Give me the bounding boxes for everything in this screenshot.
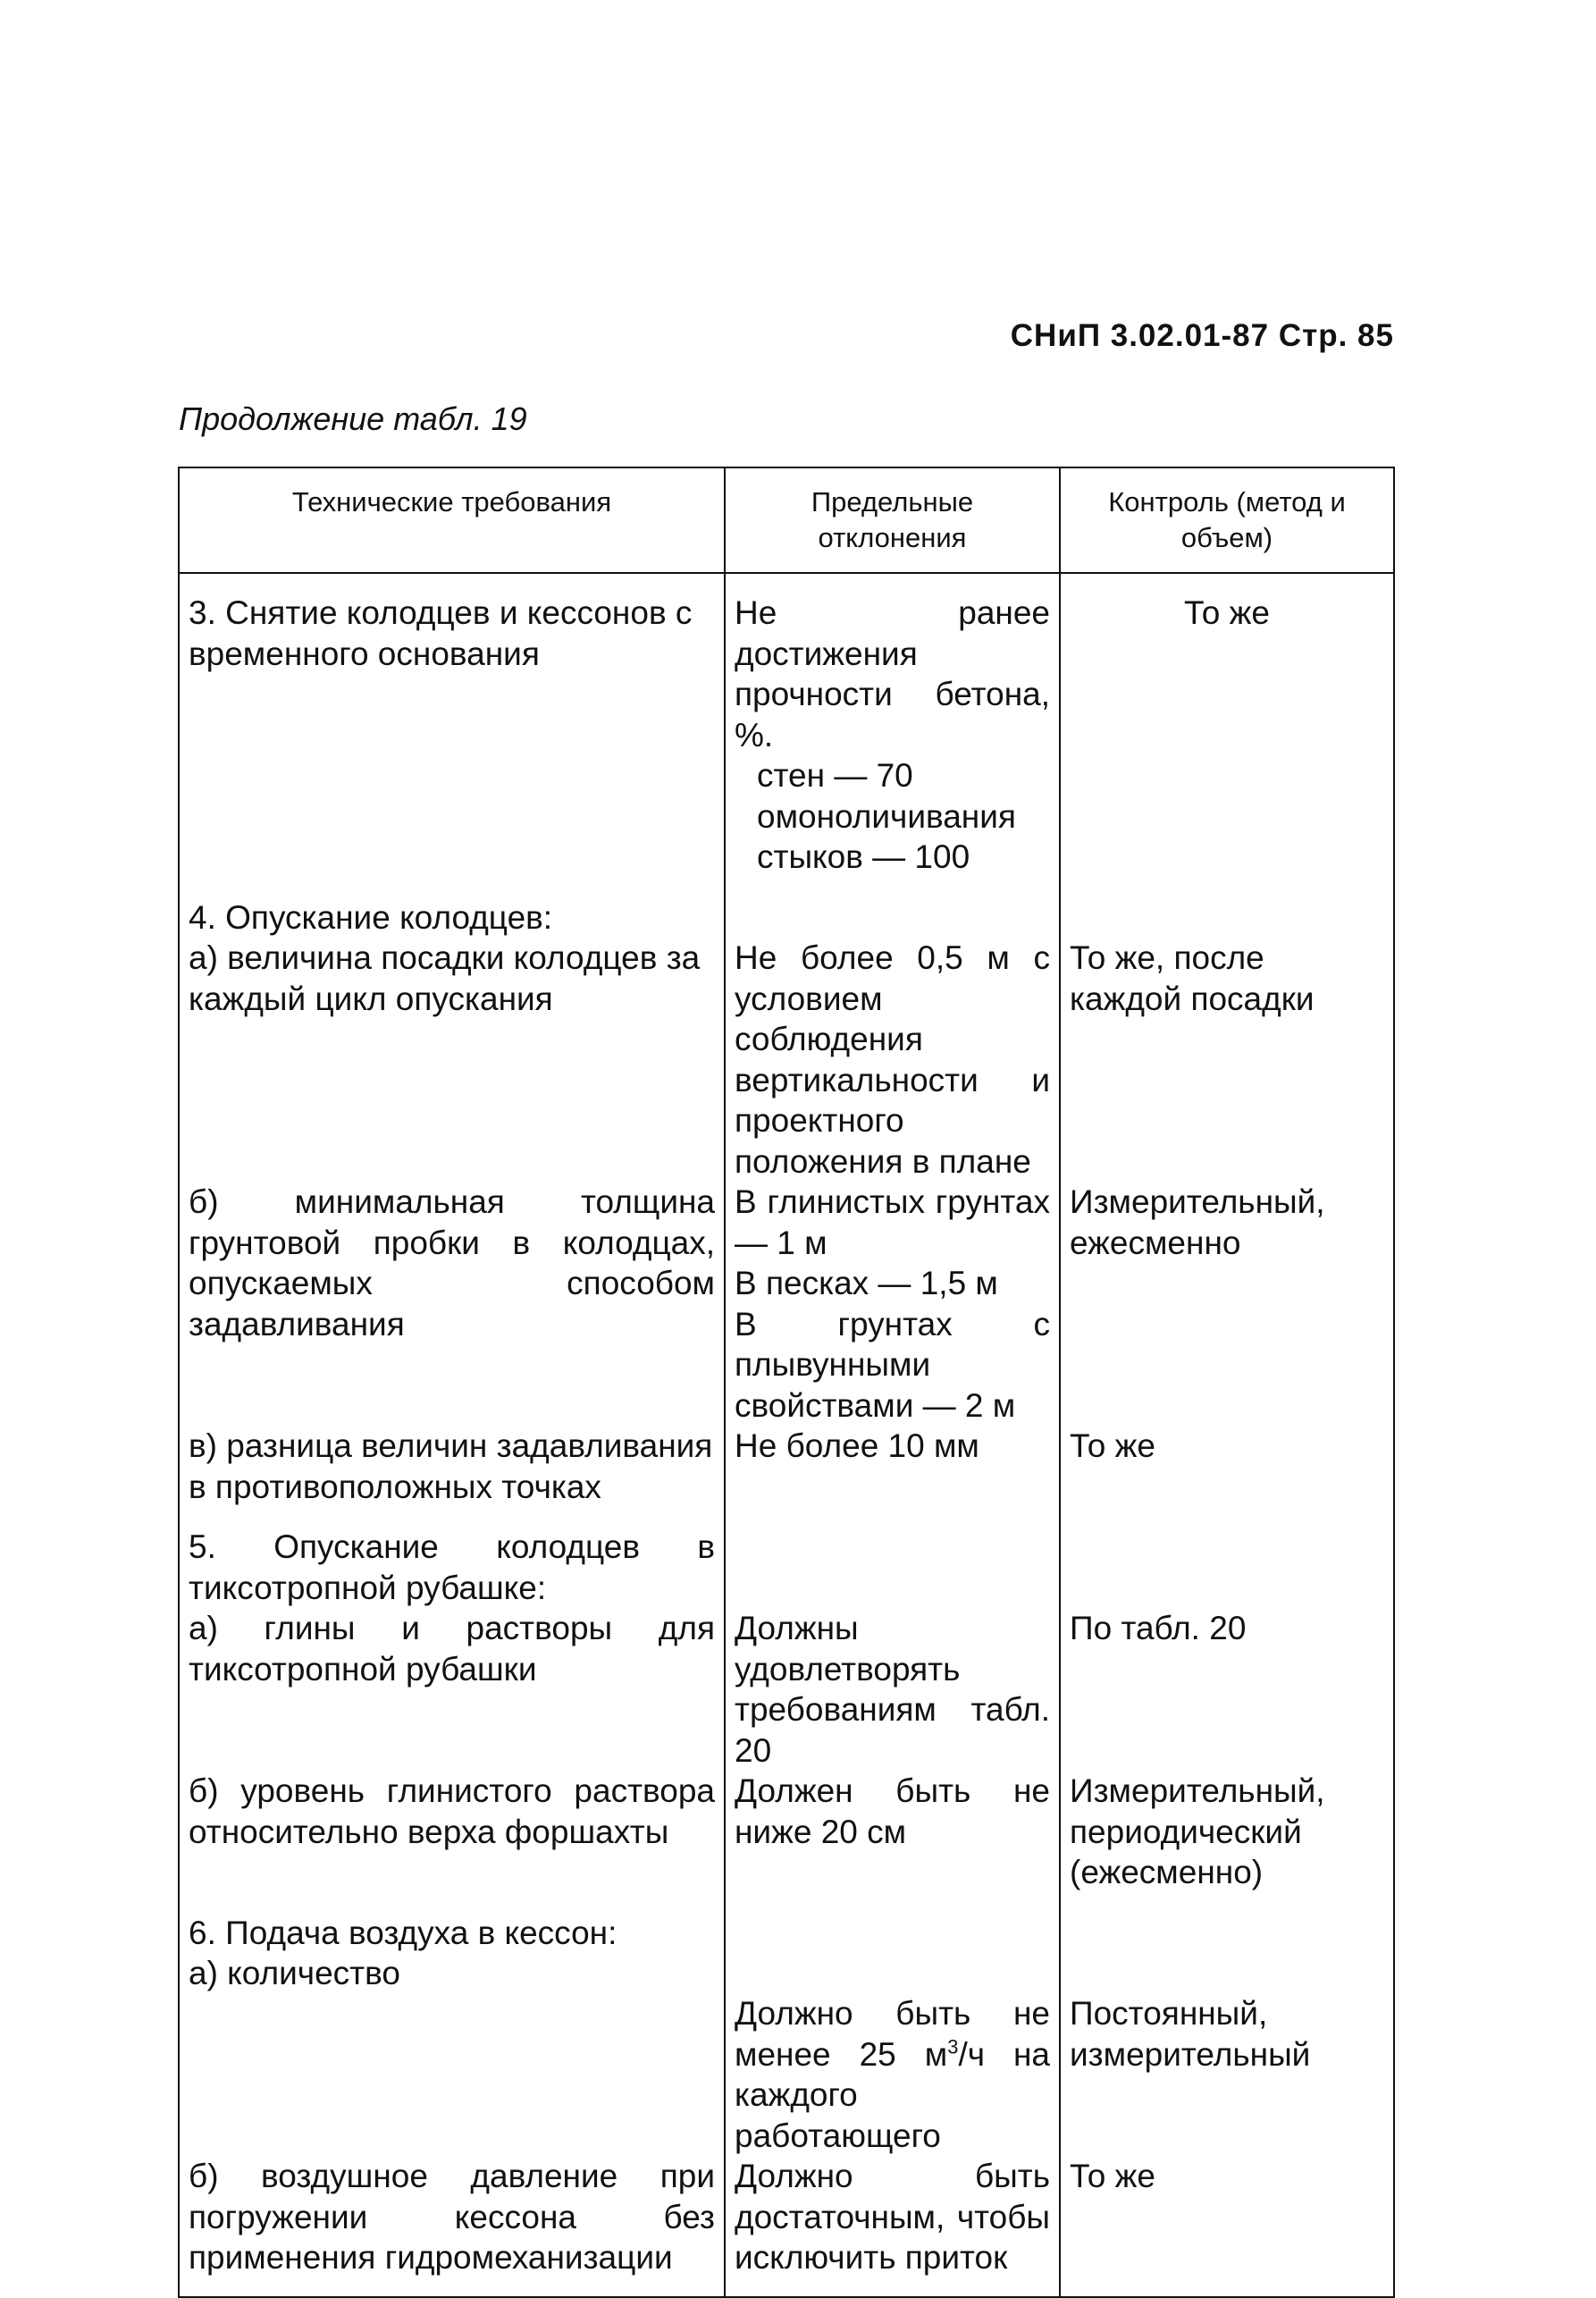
deviation-text: /ч на каждого работающего	[735, 2035, 1050, 2154]
control-cell: Постоянный, измерительный	[1060, 1953, 1394, 2156]
control-cell: То же	[1060, 593, 1394, 878]
table-header-row	[179, 467, 1394, 573]
deviation-text: Должно быть не менее 25 м	[735, 1995, 1050, 2073]
deviation-cell: Должны удовлетворять требованиям табл. 20	[725, 1608, 1060, 1771]
requirement-cell: а) глины и растворы для тиксотропной рубашки	[179, 1608, 725, 1771]
requirement-cell: а) величина посадки колодцев за каждый цикл опускания	[179, 938, 725, 1182]
deviation-cell: Не более 10 мм	[725, 1426, 1060, 1507]
requirement-cell: б) воздушное давление при погружении кессона без применения гидромеханизации	[179, 2156, 725, 2297]
table-row	[179, 593, 1394, 878]
table-row	[179, 2156, 1394, 2297]
control-cell: По табл. 20	[1060, 1608, 1394, 1771]
deviation-cell	[725, 1182, 1060, 1426]
table-row	[179, 1507, 1394, 1608]
section-heading: 4. Опускание колодцев:	[179, 878, 725, 939]
table-row	[179, 1953, 1394, 2156]
deviation-text: В глинистых грунтах — 1 м	[735, 1183, 1050, 1261]
spacer-row	[179, 573, 1394, 593]
table-row	[179, 1771, 1394, 1893]
requirement-cell: 3. Снятие колодцев и кессонов с временного основания	[179, 593, 725, 878]
control-cell: Измерительный, ежесменно	[1060, 1182, 1394, 1426]
deviation-text: В песках — 1,5 м	[735, 1265, 998, 1301]
deviation-cell: Должно быть достаточным, чтобы исключить приток	[725, 2156, 1060, 2297]
deviation-text: Не ранее достижения прочности бетона, %.	[735, 594, 1050, 753]
deviation-cell	[725, 593, 1060, 878]
deviation-text: стен — 70	[757, 757, 913, 794]
table-row	[179, 1182, 1394, 1426]
control-cell: То же	[1060, 2156, 1394, 2297]
table-row	[179, 1893, 1394, 1954]
requirement-cell: в) разница величин задавливания в противоположных точках	[179, 1426, 725, 1507]
column-header-requirements: Технические требования	[179, 467, 725, 573]
column-header-control: Контроль (метод и объем)	[1060, 467, 1394, 573]
table-row	[179, 1608, 1394, 1771]
superscript: 3	[947, 2035, 959, 2058]
table-row	[179, 878, 1394, 939]
control-cell: То же	[1060, 1426, 1394, 1507]
deviation-text: омоноличивания стыков — 100	[757, 797, 1016, 875]
requirement-cell: б) уровень глинистого раствора относительно верха форшахты	[179, 1771, 725, 1893]
document-header: СНиП 3.02.01-87 Стр. 85	[1010, 318, 1394, 353]
requirements-table	[178, 467, 1395, 2298]
requirement-cell: а) количество	[179, 1953, 725, 2156]
table-row	[179, 1426, 1394, 1507]
section-heading: 5. Опускание колодцев в тиксотропной рубашке:	[179, 1507, 725, 1608]
deviation-cell	[725, 1953, 1060, 2156]
deviation-cell: Не более 0,5 м с условием соблюдения вертикальности и проектного положения в плане	[725, 938, 1060, 1182]
deviation-text: В грунтах с плывунными свойствами — 2 м	[735, 1305, 1050, 1424]
section-heading: 6. Подача воздуха в кессон:	[179, 1893, 725, 1954]
column-header-deviations: Предельные отклонения	[725, 467, 1060, 573]
deviation-cell: Должен быть не ниже 20 см	[725, 1771, 1060, 1893]
control-cell: То же, после каждой посадки	[1060, 938, 1394, 1182]
control-cell: Измерительный, периодический (ежесменно)	[1060, 1771, 1394, 1893]
table-caption: Продолжение табл. 19	[179, 400, 527, 437]
requirement-cell: б) минимальная толщина грунтовой пробки в колодцах, опускаемых способом задавливания	[179, 1182, 725, 1426]
table-row	[179, 938, 1394, 1182]
